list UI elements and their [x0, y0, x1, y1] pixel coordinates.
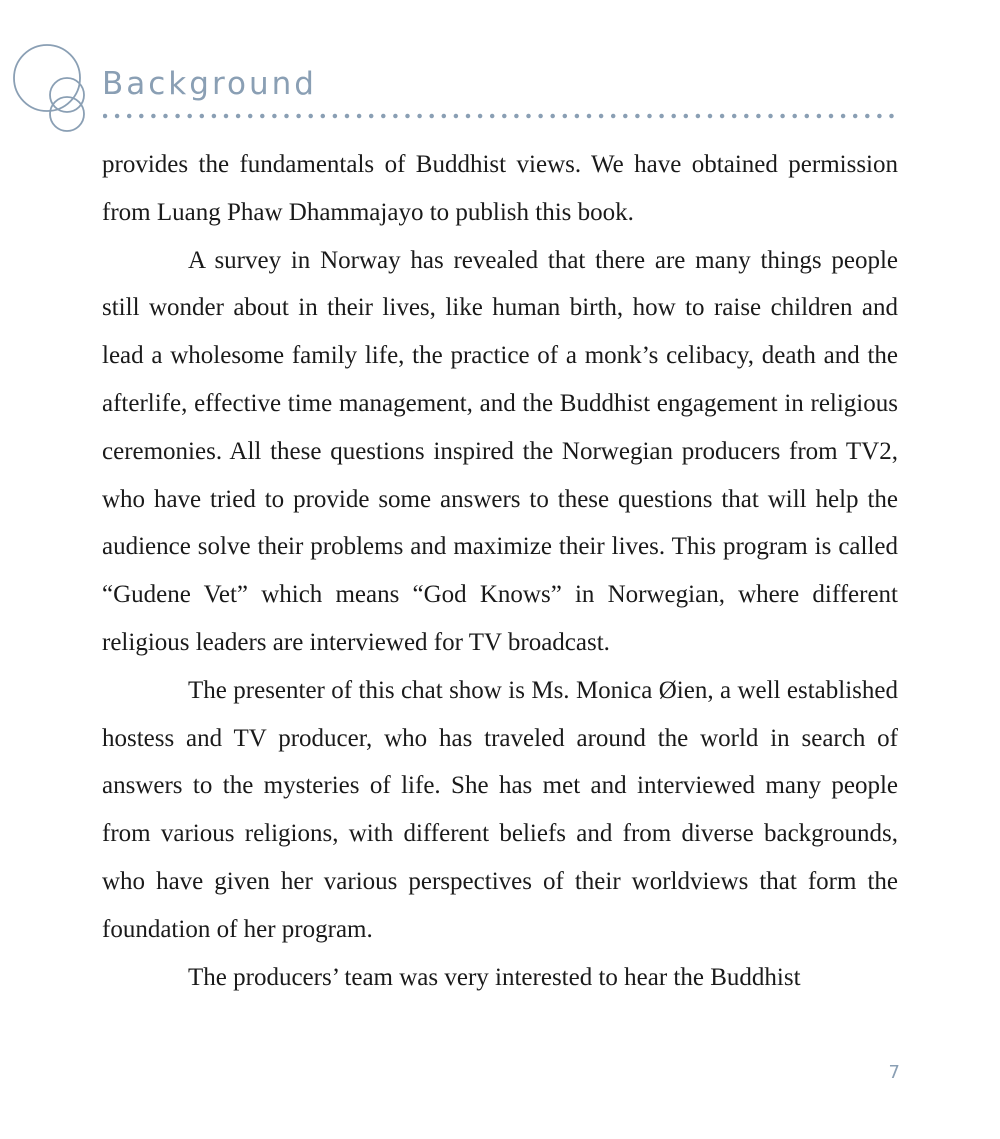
dotted-divider [103, 112, 903, 120]
page-number: 7 [888, 1062, 900, 1083]
paragraph-survey: A survey in Norway has revealed that there are many things people still wonder about in their lives, like human birth, how to raise children and lead a wholesome family life, the practice of a monk’s celibacy, death and the afterlife, effective time management, and the Buddhist engagement in religious ceremonies. All these questions inspired the Norwegian producers from TV2, who have tried to provide some answers to these questions that will help the audience solve their problems and maximize their lives. This program is called “Gudene Vet” which means “God Knows” in Norwegian, where different religious leaders are interviewed for TV broadcast. [102, 246, 898, 656]
paragraph-continued: provides the fundamentals of Buddhist views. We have obtained permission from Luang Phaw Dhammajayo to publish this book. [102, 151, 898, 226]
paragraph-presenter: The presenter of this chat show is Ms. Monica Øien, a well established hostess and TV producer, who has traveled around the world in search of answers to the mysteries of life. She has met and interviewed many people from various religions, with different beliefs and from diverse backgrounds, who have given her various perspectives of their worldviews that form the foundation of her program. [102, 676, 898, 943]
section-title: Background [102, 66, 317, 102]
body-text [102, 141, 898, 1001]
overlapping-circles-icon [12, 40, 102, 135]
paragraph-producers: The producers’ team was very interested to hear the Buddhist [188, 963, 801, 991]
